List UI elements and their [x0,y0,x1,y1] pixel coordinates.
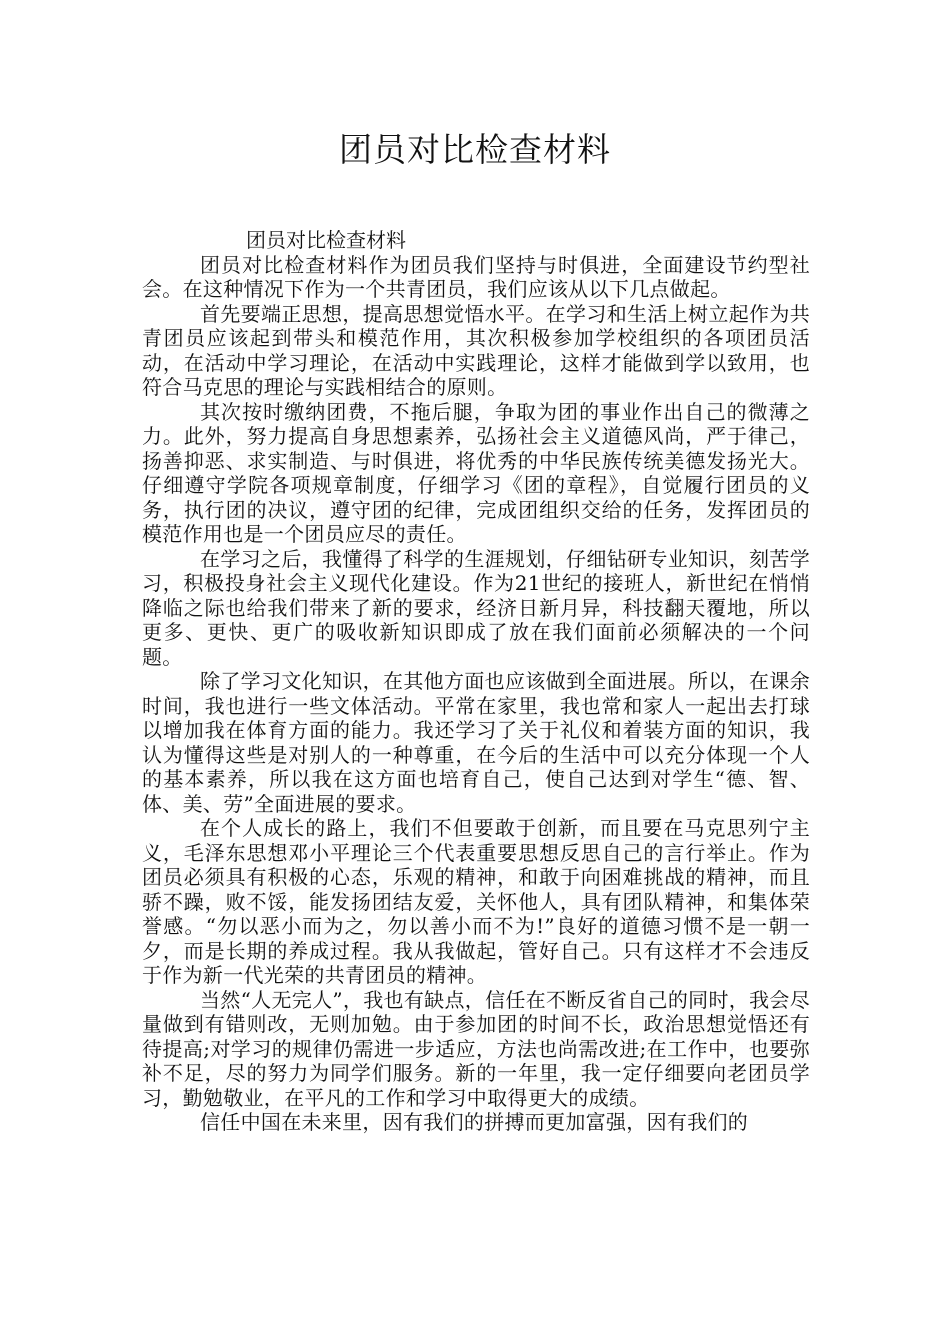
paragraph-3: 其次按时缴纳团费，不拖后腿，争取为团的事业作出自己的微薄之力。此外，努力提高自身思想素养，弘扬社会主义道德风尚，严于律己，扬善抑恶、求实制造、与时俱进，将优秀的中华民族传统美德发扬光大。仔细遵守学院各项规章制度，仔细学习《团的章程》，自觉履行团员的义务，执行团的决议，遵守团的纪律，完成团组织交给的任务，发挥团员的模范作用也是一个团员应尽的责任。 [142,399,810,546]
document-body [142,228,810,1135]
paragraph-6: 在个人成长的路上，我们不但要敢于创新，而且要在马克思列宁主义，毛泽东思想邓小平理论三个代表重要思想反思自己的言行举止。作为团员必须具有积极的心态，乐观的精神，和敢于向困难挑战的精神，而且骄不躁，败不馁，能发扬团结友爱，关怀他人，具有团队精神，和集体荣誉感。“勿以恶小而为之，勿以善小而不为!”良好的道德习惯不是一朝一夕，而是长期的养成过程。我从我做起，管好自己。只有这样才不会违反于作为新一代光荣的共青团员的精神。 [142,816,810,987]
paragraph-1: 团员对比检查材料作为团员我们坚持与时俱进，全面建设节约型社会。在这种情况下作为一个共青团员，我们应该从以下几点做起。 [142,252,810,301]
paragraph-2: 首先要端正思想，提高思想觉悟水平。在学习和生活上树立起作为共青团员应该起到带头和模范作用，其次积极参加学校组织的各项团员活动，在活动中学习理论，在活动中实践理论，这样才能做到学以致用，也符合马克思的理论与实践相结合的原则。 [142,301,810,399]
document-subtitle: 团员对比检查材料 [246,228,406,252]
paragraph-8: 信任中国在未来里，因有我们的拼搏而更加富强，因有我们的 [200,1110,749,1134]
paragraph-4: 在学习之后，我懂得了科学的生涯规划，仔细钻研专业知识，刻苦学习，积极投身社会主义现代化建设。作为21世纪的接班人，新世纪在悄悄降临之际也给我们带来了新的要求，经济日新月异，科技翻天覆地，所以更多、更快、更广的吸收新知识即成了放在我们面前必须解决的一个问题。 [142,546,810,669]
document-title: 团员对比检查材料 [339,130,611,169]
paragraph-5: 除了学习文化知识，在其他方面也应该做到全面进展。所以，在课余时间，我也进行一些文体活动。平常在家里，我也常和家人一起出去打球以增加我在体育方面的能力。我还学习了关于礼仪和着装方面的知识，我认为懂得这些是对别人的一种尊重，在今后的生活中可以充分体现一个人的基本素养，所以我在这方面也培育自己，使自己达到对学生“德、智、体、美、劳”全面进展的要求。 [142,669,810,816]
paragraph-7: 当然“人无完人”，我也有缺点，信任在不断反省自己的同时，我会尽量做到有错则改，无则加勉。由于参加团的时间不长，政治思想觉悟还有待提高;对学习的规律仍需进一步适应，方法也尚需改进;在工作中，也要弥补不足，尽的努力为同学们服务。新的一年里，我一定仔细要向老团员学习，勤勉敬业，在平凡的工作和学习中取得更大的成绩。 [142,987,810,1110]
